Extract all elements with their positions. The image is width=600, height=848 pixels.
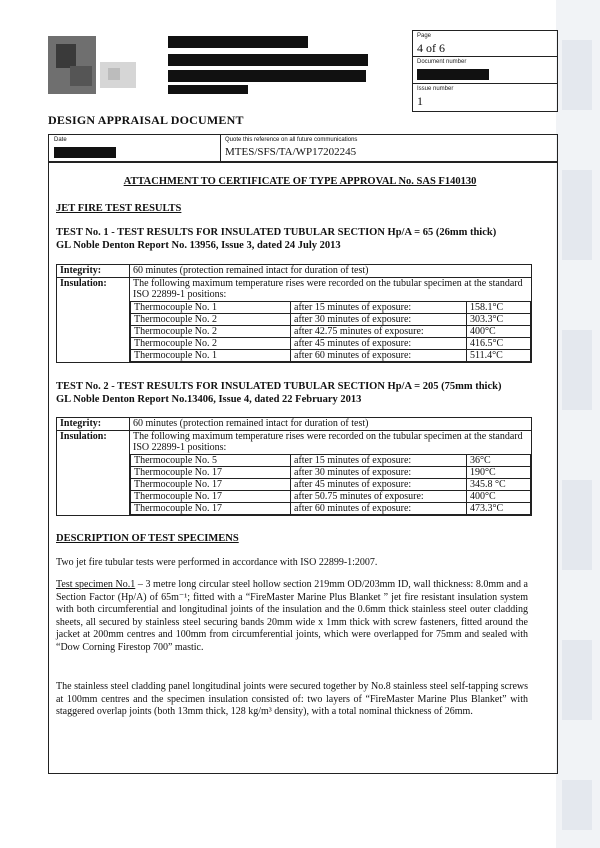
- company-logo: [48, 36, 138, 96]
- thermocouple-cell: Thermocouple No. 1: [131, 349, 291, 361]
- thermocouple-row: [131, 502, 531, 514]
- thermocouple-row: [131, 325, 531, 337]
- thermocouple-cell: Thermocouple No. 5: [131, 454, 291, 466]
- thermocouple-row: [131, 478, 531, 490]
- thermocouple-row: [131, 337, 531, 349]
- integrity-value: 60 minutes (protection remained intact for duration of test): [130, 418, 532, 431]
- redacted-document-number: [417, 69, 489, 80]
- exposure-time-cell: after 30 minutes of exposure:: [291, 466, 467, 478]
- specimen-1-label: Test specimen No.1: [56, 579, 136, 590]
- watermark-glyph: [562, 640, 592, 720]
- test1-heading-line1: TEST No. 1 - TEST RESULTS FOR INSULATED TUBULAR SECTION Hp/A = 65 (26mm thick): [56, 227, 497, 238]
- redacted-address-line: [168, 36, 308, 48]
- reference-box: [48, 134, 558, 162]
- exposure-time-cell: after 50.75 minutes of exposure:: [291, 490, 467, 502]
- watermark-strip: [556, 0, 600, 848]
- redacted-address-line: [168, 85, 248, 94]
- thermocouple-row: [131, 313, 531, 325]
- test1-heading-line2: GL Noble Denton Report No. 13956, Issue 3, dated 24 July 2013: [56, 240, 341, 251]
- page-label: Page: [417, 33, 432, 39]
- thermocouple-cell: Thermocouple No. 17: [131, 478, 291, 490]
- integrity-label: Integrity:: [57, 418, 130, 431]
- thermocouple-cell: Thermocouple No. 1: [131, 301, 291, 313]
- test2-temperature-table: [130, 454, 531, 515]
- exposure-time-cell: after 15 minutes of exposure:: [291, 301, 467, 313]
- temperature-cell: 473.3°C: [467, 502, 531, 514]
- divider: [220, 135, 221, 161]
- watermark-glyph: [562, 40, 592, 110]
- paragraph-intro: Two jet fire tubular tests were performed in accordance with ISO 22899-1:2007.: [56, 557, 378, 568]
- thermocouple-cell: Thermocouple No. 2: [131, 325, 291, 337]
- insulation-label: Insulation:: [57, 430, 130, 515]
- thermocouple-row: [131, 490, 531, 502]
- exposure-time-cell: after 42.75 minutes of exposure:: [291, 325, 467, 337]
- integrity-label: Integrity:: [57, 265, 130, 278]
- thermocouple-cell: Thermocouple No. 17: [131, 502, 291, 514]
- temperature-cell: 400°C: [467, 325, 531, 337]
- redacted-address-line: [168, 54, 368, 66]
- test2-results-table: [56, 417, 532, 516]
- thermocouple-cell: Thermocouple No. 17: [131, 490, 291, 502]
- exposure-time-cell: after 45 minutes of exposure:: [291, 337, 467, 349]
- document-title: DESIGN APPRAISAL DOCUMENT: [48, 113, 244, 127]
- specimen-1-description: – 3 metre long circular steel hollow section 219mm OD/203mm ID, wall thickness: 8.0mm and a Section Factor (Hp/A) of 65m⁻¹; fitted with a “FireMaster Marine Plus Blanket ” jet fire resistant insulation system with both circumferential and longitudinal joints of the insulation and the 0.6mm thick stainless steel outer cladding sheets, all secured by stainless steel securing bands 20mm wide x 1mm thick with screw fasteners, fitted around the jacket at 200mm centres and 100mm from circumferential joints, which were overlapped for 75mm and sealed with “Dow Corning Firestop 700” mastic.: [56, 579, 528, 653]
- watermark-glyph: [562, 330, 592, 410]
- redacted-address-line: [168, 70, 366, 82]
- quote-reference-value: MTES/SFS/TA/WP17202245: [225, 146, 357, 158]
- watermark-glyph: [562, 780, 592, 830]
- document-info-box: [412, 30, 558, 112]
- thermocouple-cell: Thermocouple No. 2: [131, 313, 291, 325]
- temperature-cell: 416.5°C: [467, 337, 531, 349]
- thermocouple-row: [131, 301, 531, 313]
- thermocouple-row: [131, 466, 531, 478]
- attachment-title: ATTACHMENT TO CERTIFICATE OF TYPE APPROVAL No. SAS F140130: [123, 176, 477, 187]
- page-row: [413, 31, 557, 57]
- integrity-value: 60 minutes (protection remained intact for duration of test): [130, 265, 532, 278]
- temperature-cell: 400°C: [467, 490, 531, 502]
- document-number-row: [413, 57, 557, 84]
- redacted-date: [54, 147, 116, 158]
- temperature-cell: 158.1°C: [467, 301, 531, 313]
- test1-results-table: [56, 264, 532, 363]
- thermocouple-cell: Thermocouple No. 17: [131, 466, 291, 478]
- paragraph-insulation-details: The stainless steel cladding panel longitudinal joints were secured together by No.8 stainless steel self-tapping screws at 100mm centres and the specimen insulation consisted of: two layers of “FireMaster Marine Plus Blanket” with staggered overlap joints (both 13mm thick, 128 kg/m³ density), with a total nominal thickness of 26mm.: [56, 681, 528, 717]
- watermark-glyph: [562, 480, 592, 570]
- temperature-cell: 511.4°C: [467, 349, 531, 361]
- section-heading-test-specimens: DESCRIPTION OF TEST SPECIMENS: [56, 533, 239, 544]
- temperature-cell: 345.8 °C: [467, 478, 531, 490]
- thermocouple-row: [131, 454, 531, 466]
- test1-temperature-table: [130, 301, 531, 362]
- page-number: 4 of 6: [417, 41, 445, 55]
- insulation-description: The following maximum temperature rises were recorded on the tubular specimen at the standard ISO 22899-1 positions:: [133, 277, 523, 300]
- thermocouple-cell: Thermocouple No. 2: [131, 337, 291, 349]
- thermocouple-row: [131, 349, 531, 361]
- test1-heading: [56, 226, 496, 252]
- exposure-time-cell: after 60 minutes of exposure:: [291, 502, 467, 514]
- temperature-cell: 303.3°C: [467, 313, 531, 325]
- insulation-label: Insulation:: [57, 277, 130, 362]
- exposure-time-cell: after 30 minutes of exposure:: [291, 313, 467, 325]
- insulation-description: The following maximum temperature rises were recorded on the tubular specimen at the standard ISO 22899-1 positions:: [133, 430, 523, 453]
- date-label: Date: [54, 137, 67, 143]
- exposure-time-cell: after 15 minutes of exposure:: [291, 454, 467, 466]
- exposure-time-cell: after 45 minutes of exposure:: [291, 478, 467, 490]
- issue-label: Issue number: [417, 86, 454, 92]
- section-heading-jet-fire: JET FIRE TEST RESULTS: [56, 203, 182, 214]
- quote-reference-label: Quote this reference on all future communications: [225, 137, 358, 143]
- issue-number: 1: [417, 94, 423, 108]
- test2-heading-line2: GL Noble Denton Report No.13406, Issue 4, dated 22 February 2013: [56, 394, 362, 405]
- document-number-label: Document number: [417, 59, 467, 65]
- issue-row: [413, 84, 557, 111]
- paragraph-specimen-1: [56, 579, 528, 654]
- exposure-time-cell: after 60 minutes of exposure:: [291, 349, 467, 361]
- temperature-cell: 190°C: [467, 466, 531, 478]
- temperature-cell: 36°C: [467, 454, 531, 466]
- test2-heading-line1: TEST No. 2 - TEST RESULTS FOR INSULATED TUBULAR SECTION Hp/A = 205 (75mm thick): [56, 381, 502, 392]
- test2-heading: [56, 380, 501, 406]
